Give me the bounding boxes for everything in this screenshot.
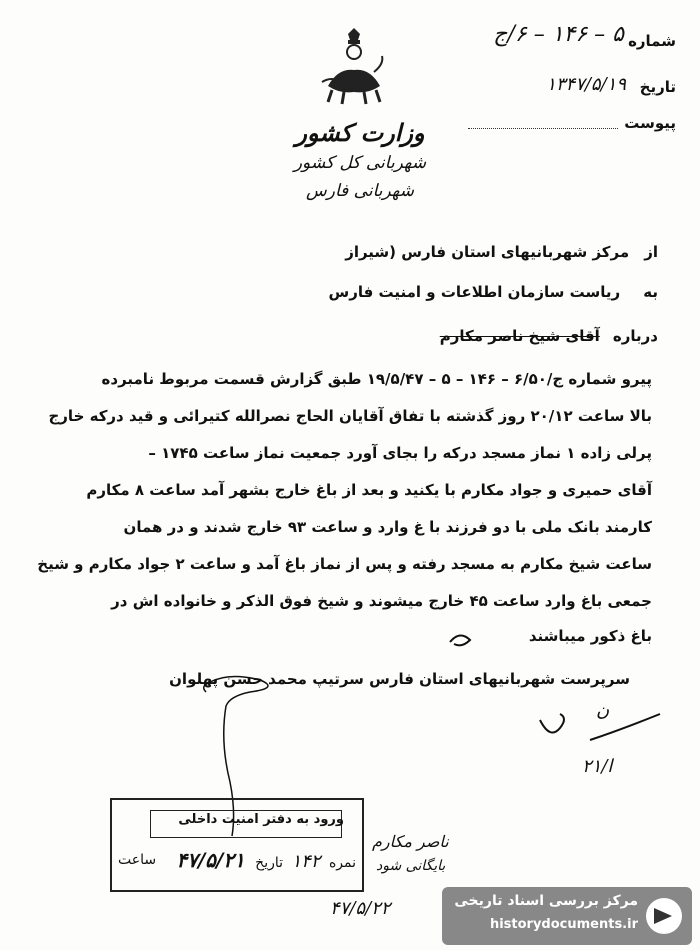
from-row: [278, 242, 658, 261]
stamp-number-label: نمره: [328, 855, 356, 871]
body-line: ساعت شیخ مکارم به مسجد رفته و پس از نماز باغ آمد و ساعت ۲ جواد مکارم و شیخ: [37, 555, 652, 573]
attachment-label: پیوست: [624, 114, 676, 132]
stamp-date-label: تاریخ: [255, 855, 284, 871]
subject-label: درباره: [612, 327, 658, 345]
note-bottom-3: ۴۷/۵/۲۲: [330, 898, 391, 919]
archive-logo-icon: [644, 896, 684, 936]
note-bottom-2: بایگانی شود: [376, 858, 446, 874]
date-field: [416, 74, 676, 104]
to-row: [278, 282, 658, 301]
archive-watermark: [442, 887, 692, 945]
registration-stamp: [110, 798, 364, 892]
watermark-line1: مرکز بررسی اسناد تاریخی: [454, 893, 638, 909]
date-label: تاریخ: [639, 78, 676, 96]
attachment-dotted-line: [468, 128, 618, 129]
attachment-field: [436, 112, 676, 138]
note-right-1: ن: [596, 700, 610, 721]
stamp-time-label: ساعت: [118, 852, 157, 868]
subject-value: آقای شیخ ناصر مکارم: [439, 327, 600, 345]
from-value: مرکز شهربانیهای استان فارس (شیراز: [345, 243, 630, 261]
to-label: به: [643, 283, 658, 301]
number-field: [376, 22, 676, 62]
body-line: جمعی باغ وارد ساعت ۴۵ خارج میشوند و شیخ فوق الذکر و خانواده اش در: [111, 592, 652, 610]
date-value: ۱۳۴۷/۵/۱۹: [546, 74, 626, 95]
stamp-number-value: ۱۴۲: [291, 851, 321, 872]
note-bottom-1: ناصر مکارم: [372, 832, 449, 851]
from-label: از: [644, 243, 658, 261]
ministry-line1: شهربانی کل کشور: [293, 153, 427, 173]
body-line: پرلی زاده ۱ نماز مسجد درکه را بجای آورد جمعیت نماز ساعت ۱۷۴۵ –: [148, 444, 652, 462]
stamp-date-value: ۴۷/۵/۲۱: [176, 848, 245, 872]
watermark-line2: historydocuments.ir: [489, 917, 638, 932]
ministry-block: [280, 118, 440, 201]
stamp-title: ورود به دفتر امنیت داخلی: [178, 812, 344, 827]
number-label: شماره: [628, 32, 676, 50]
ministry-name: وزارت کشور: [295, 118, 425, 147]
body-line: بالا ساعت ۲۰/۱۲ روز گذشته با تفاق آقایان الحاج نصرالله کتیرائی و قید درکه خارج: [48, 407, 652, 425]
note-right-scribble-icon: [520, 700, 670, 760]
body-line: باغ ذکور میباشند: [528, 627, 652, 645]
note-right-2: ا/۲۱: [582, 756, 613, 777]
signature-line: سرپرست شهربانیهای استان فارس سرتیپ محمد حسن پهلوان: [169, 670, 630, 688]
ministry-line2: شهربانی فارس: [306, 181, 414, 201]
body-line: پیرو شماره ج/۶/۵۰ – ۱۴۶ – ۵ – ۱۹/۵/۴۷ طبق گزارش قسمت مربوط نامبرده: [101, 370, 652, 388]
stamp-row: [176, 848, 356, 872]
number-value: ۵ – ۱۴۶ – ۶/ج: [493, 22, 624, 47]
body-line: آقای حمیری و جواد مکارم با یکنید و بعد از باغ خارج بشهر آمد ساعت ۸ مکارم: [86, 481, 652, 499]
subject-row: [358, 326, 658, 345]
body-line: کارمند بانک ملی با دو فرزند با غ وارد و ساعت ۹۳ خارج شدند و در همان: [123, 518, 652, 536]
to-value: ریاست سازمان اطلاعات و امنیت فارس: [328, 283, 621, 301]
